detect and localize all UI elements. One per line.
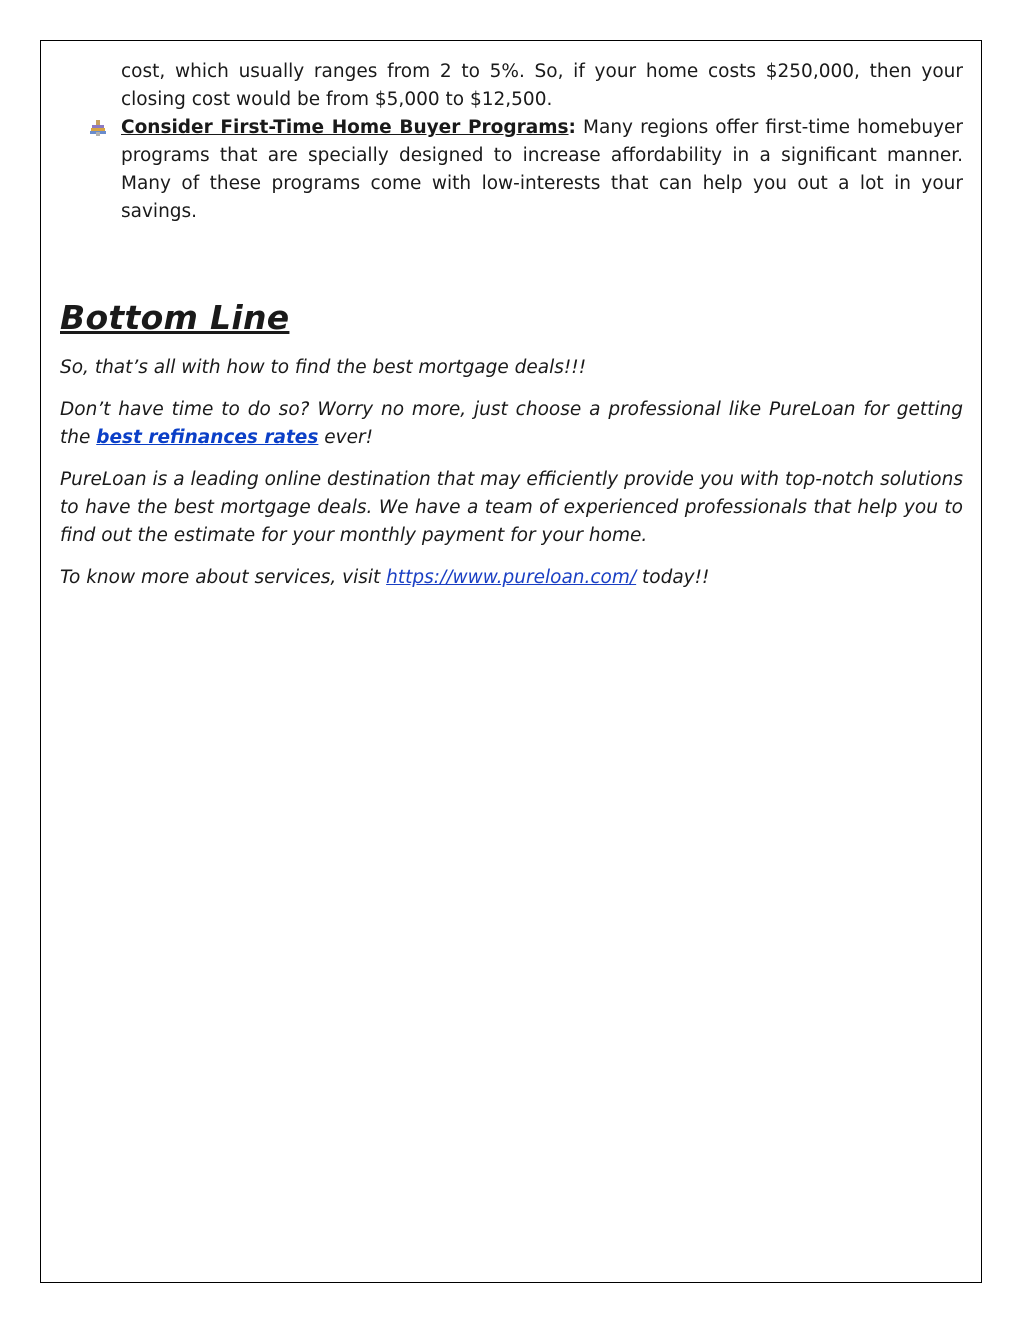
bullet-title-colon: : bbox=[568, 117, 576, 138]
paragraph-visit-website bbox=[60, 564, 963, 592]
best-refinances-rates-link[interactable]: best refinances rates bbox=[96, 427, 319, 448]
paragraph-pureloan-description: PureLoan is a leading online destination that may efficiently provide you with top-notch solutions to have the best mortgage deals. We have a team of experienced professionals that help you to find out the estimate for your monthly payment for your home. bbox=[60, 469, 963, 546]
paragraph-pureloan-suggestion bbox=[60, 396, 963, 452]
bullet-continuation-text: cost, which usually ranges from 2 to 5%. So, if your home costs $250,000, then your closing cost would be from $5,000 to $12,500. bbox=[121, 61, 963, 110]
bullet-title: Consider First-Time Home Buyer Programs bbox=[121, 117, 569, 138]
paragraph-text-after-link: ever! bbox=[318, 427, 373, 448]
visit-text-after-link: today!! bbox=[636, 567, 710, 588]
document-content bbox=[60, 58, 963, 592]
section-heading-bottom-line: Bottom Line bbox=[60, 298, 290, 337]
visit-text-before-link: To know more about services, visit bbox=[60, 567, 387, 588]
stacked-pages-bullet-icon bbox=[90, 120, 106, 136]
bullet-item-first-time-buyer bbox=[121, 114, 963, 226]
pureloan-website-link[interactable]: https://www.pureloan.com/ bbox=[386, 567, 637, 588]
bullet-list bbox=[60, 58, 963, 226]
paragraph-summary: So, that’s all with how to find the best mortgage deals!!! bbox=[60, 357, 587, 378]
paragraph-text-before-link: Don’t have time to do so? Worry no more, just choose a professional like PureLoan for getting the bbox=[60, 399, 963, 448]
bullet-body: Many regions offer first-time homebuyer programs that are specially designed to increase affordability in a significant manner. Many of these programs come with low-interests that can help you out a lot in your savings. bbox=[121, 117, 963, 222]
